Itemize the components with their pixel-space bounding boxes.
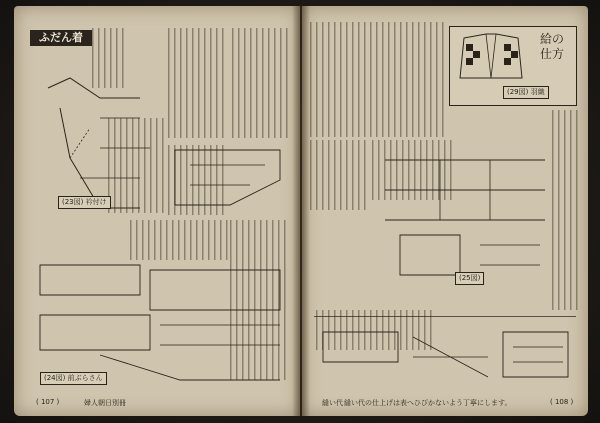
section-divider — [314, 316, 576, 317]
diagram-left-sleeve — [170, 140, 290, 210]
page-number-right: ( 108 ) — [550, 398, 574, 406]
page-number-left: ( 107 ) — [36, 398, 60, 406]
text-column — [130, 220, 230, 260]
figure-label: (25図) — [455, 272, 484, 285]
footer-note: 縫い代の仕上げは表へひびかないよう丁寧にします。 — [344, 399, 512, 407]
text-column — [168, 28, 228, 138]
diagram-right-hem — [380, 150, 550, 280]
book-gutter — [292, 6, 310, 416]
text-column — [310, 140, 370, 210]
haori-garment-illustration — [456, 32, 526, 80]
figure-label: (29図) 羽織 — [503, 86, 549, 99]
section-title: ふだん着 — [30, 30, 92, 46]
corner-title: 給の仕方 — [539, 32, 564, 61]
text-column — [552, 110, 580, 310]
diagram-left-body — [30, 255, 290, 390]
diagram-right-bottom — [318, 322, 576, 392]
text-column — [232, 28, 290, 138]
figure-label: (24図) 前ぶらさん — [40, 372, 107, 385]
figure-label: (23図) 衿付け — [58, 196, 111, 209]
text-column — [310, 22, 445, 137]
note-label: 縫い代 — [322, 399, 343, 407]
publication-name: 婦人朝日別冊 — [84, 399, 126, 407]
